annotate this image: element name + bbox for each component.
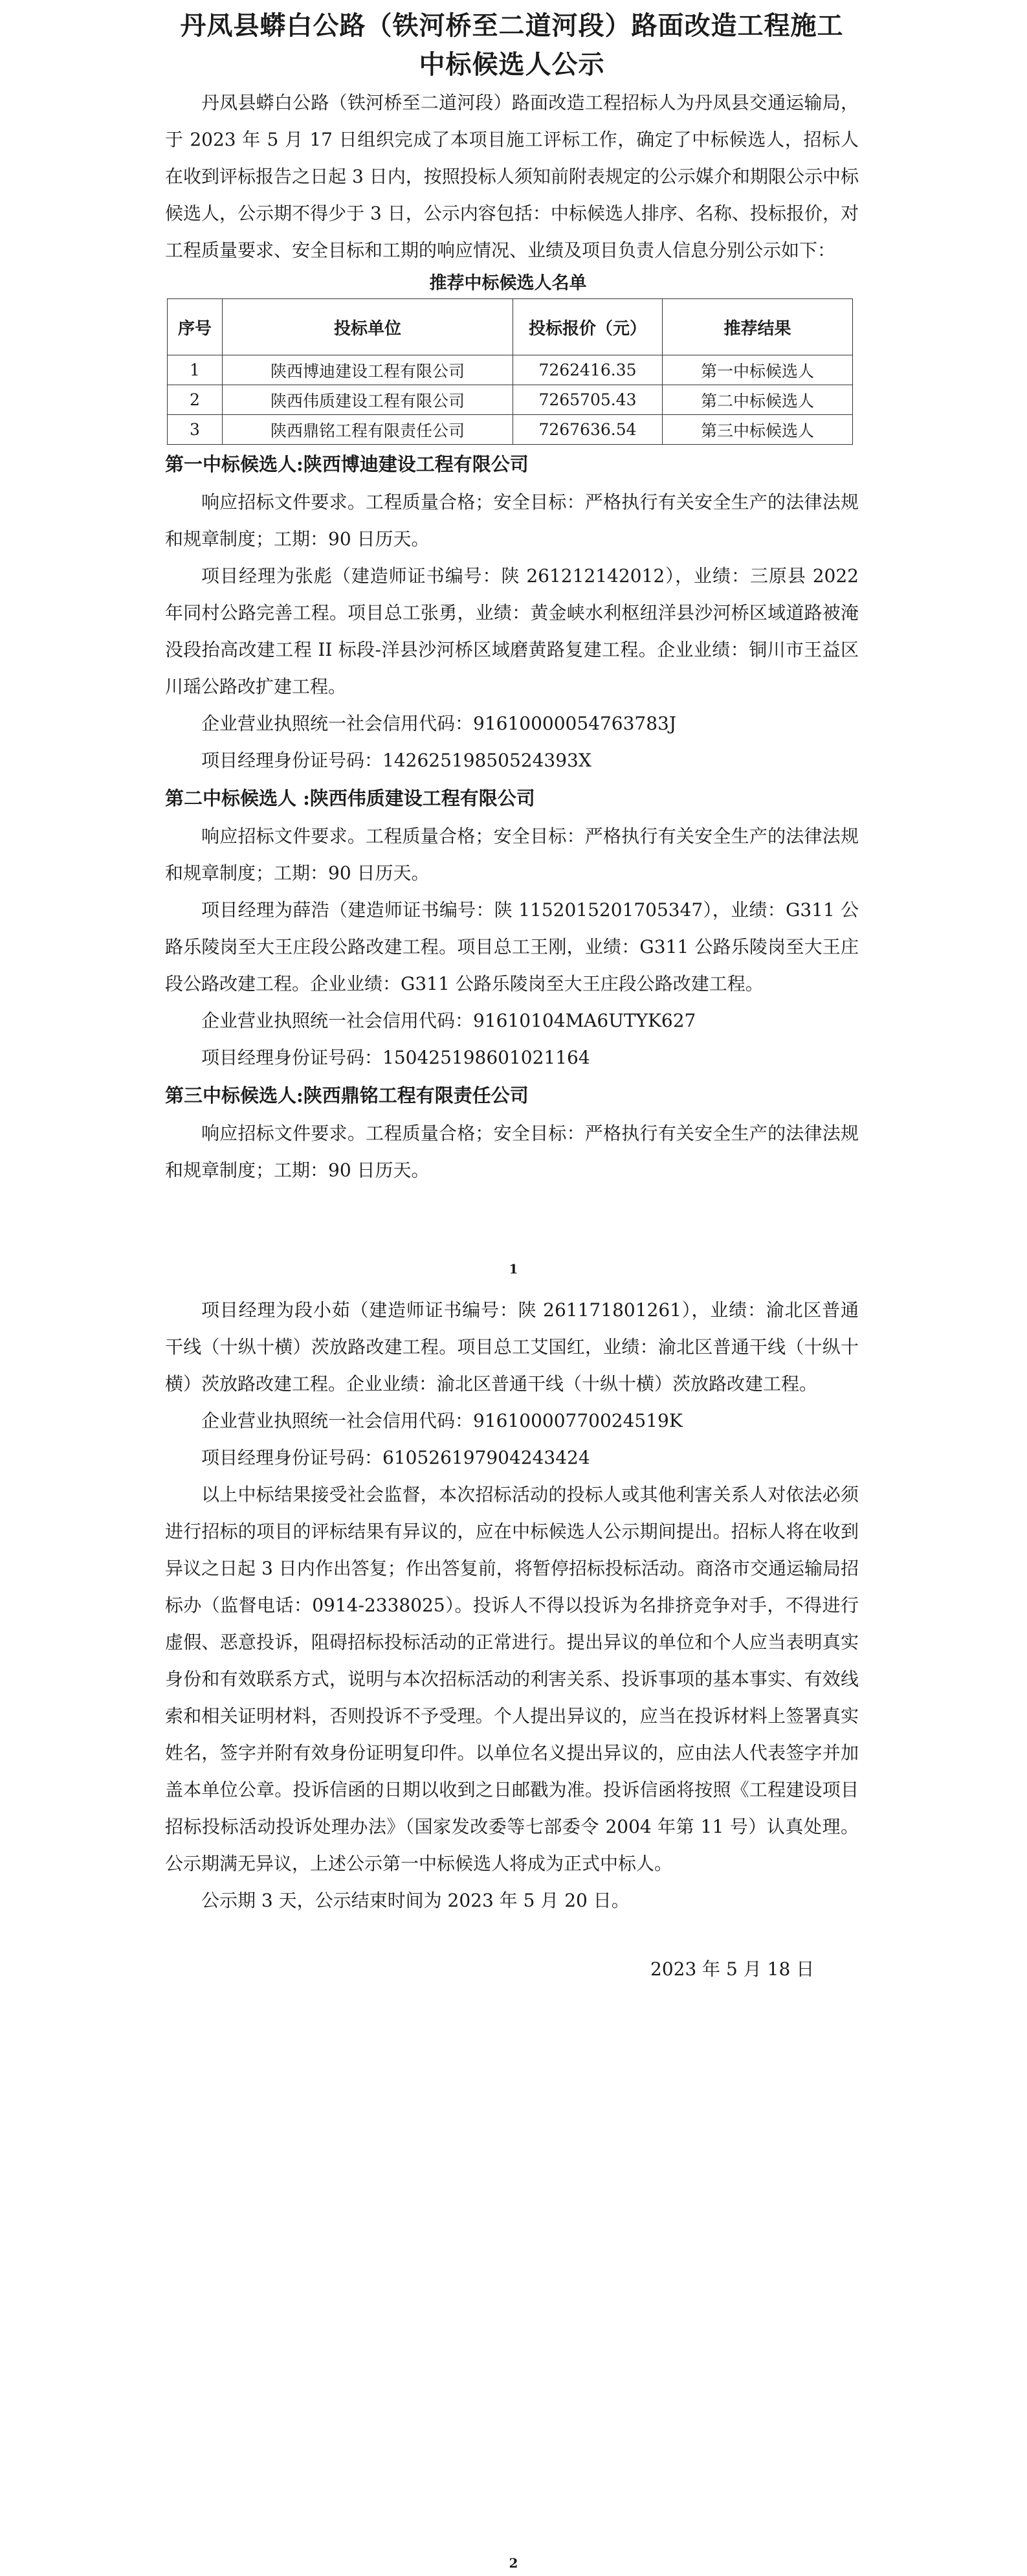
intro-paragraph: 丹凤县蟒白公路（铁河桥至二道河段）路面改造工程招标人为丹凤县交通运输局，于 2023 年 5 月 17 日组织完成了本项目施工评标工作，确定了中标候选人，招标人在收到评标报告之日起 3 日内，按照投标人须知前附表规定的公示媒介和期限公示中标候选人，公示期不得少于 3 日，公示内容包括：中标候选人排序、名称、投标报价，对工程质量要求、安全目标和工期的响应情况、业绩及项目负责人信息分别公示如下： — [165, 92, 859, 261]
candidate3-id-number: 项目经理身份证号码：610526197904243424 — [201, 1447, 590, 1468]
candidate1-id-number: 项目经理身份证号码：14262519850524393X — [201, 750, 591, 771]
page-2 — [0, 1285, 1027, 2576]
candidate1-heading: 第一中标候选人:陕西博迪建设工程有限公司 — [165, 453, 529, 475]
col-header-bidder: 投标单位 — [223, 299, 513, 355]
candidate1-manager: 项目经理为张彪（建造师证书编号：陕 261212142012），业绩：三原县 2022 年同村公路完善工程。项目总工张勇，业绩：黄金峡水利枢纽洋县沙河桥区域道路被淹没段抬高改建工程 II 标段-洋县沙河桥区域磨黄路复建工程。企业业绩：铜川市王益区川瑶公路改扩建工程。 — [165, 565, 859, 697]
cell-price: 7267636.54 — [513, 415, 663, 445]
table-row — [168, 415, 853, 445]
col-header-no: 序号 — [168, 299, 223, 355]
table-header-row — [168, 299, 853, 355]
candidate2-response: 响应招标文件要求。工程质量合格；安全目标：严格执行有关安全生产的法律法规和规章制度；工期：90 日历天。 — [165, 825, 859, 884]
cell-no: 2 — [168, 385, 223, 415]
col-header-price: 投标报价（元） — [513, 299, 663, 355]
document-title-line2: 中标候选人公示 — [419, 49, 605, 80]
cell-no: 3 — [168, 415, 223, 445]
candidate2-id-number: 项目经理身份证号码：150425198601021164 — [201, 1047, 590, 1068]
cell-price: 7262416.35 — [513, 355, 663, 385]
candidate3-response: 响应招标文件要求。工程质量合格；安全目标：严格执行有关安全生产的法律法规和规章制度；工期：90 日历天。 — [165, 1123, 859, 1181]
candidate3-manager: 项目经理为段小茹（建造师证书编号：陕 261171801261），业绩：渝北区普通干线（十纵十横）茨放路改建工程。项目总工艾国红，业绩：渝北区普通干线（十纵十横）茨放路改建工程。企业业绩：渝北区普通干线（十纵十横）茨放路改建工程。 — [165, 1299, 859, 1394]
candidate1-credit-code: 企业营业执照统一社会信用代码：91610000054763783J — [201, 713, 677, 734]
cell-price: 7265705.43 — [513, 385, 663, 415]
candidate2-heading: 第二中标候选人 :陕西伟质建设工程有限公司 — [165, 787, 535, 809]
candidate2-manager: 项目经理为薛浩（建造师证书编号：陕 1152015201705347），业绩：G311 公路乐陵岗至大王庄段公路改建工程。项目总工王刚，业绩：G311 公路乐陵岗至大王庄段公路改建工程。企业业绩：G311 公路乐陵岗至大王庄段公路改建工程。 — [165, 899, 859, 994]
cell-bidder: 陕西伟质建设工程有限公司 — [223, 385, 513, 415]
cell-bidder: 陕西博迪建设工程有限公司 — [223, 355, 513, 385]
cell-bidder: 陕西鼎铭工程有限责任公司 — [223, 415, 513, 445]
page-number-1: 1 — [509, 1261, 518, 1277]
cell-no: 1 — [168, 355, 223, 385]
candidate3-heading: 第三中标候选人:陕西鼎铭工程有限责任公司 — [165, 1084, 529, 1106]
cell-result: 第三中标候选人 — [663, 415, 853, 445]
candidate3-credit-code: 企业营业执照统一社会信用代码：91610000770024519K — [201, 1410, 683, 1431]
signature-date: 2023 年 5 月 18 日 — [650, 1958, 815, 1980]
table-caption: 推荐中标候选人名单 — [429, 273, 587, 293]
cell-result: 第一中标候选人 — [663, 355, 853, 385]
page-1 — [0, 0, 1027, 1277]
publicity-period: 公示期 3 天，公示结束时间为 2023 年 5 月 20 日。 — [201, 1890, 630, 1911]
document-title-line1: 丹凤县蟒白公路（铁河桥至二道河段）路面改造工程施工 — [180, 10, 844, 41]
candidate-table — [167, 298, 853, 445]
col-header-result: 推荐结果 — [663, 299, 853, 355]
candidate-table-block — [165, 269, 851, 445]
notice-paragraph: 以上中标结果接受社会监督，本次招标活动的投标人或其他利害关系人对依法必须进行招标的项目的评标结果有异议的，应在中标候选人公示期间提出。招标人将在收到异议之日起 3 日内作出答复；作出答复前，将暂停招标投标活动。商洛市交通运输局招标办（监督电话：0914-2338025）。投诉人不得以投诉为名排挤竞争对手，不得进行虚假、恶意投诉，阻碍招标投标活动的正常进行。提出异议的单位和个人应当表明真实身份和有效联系方式，说明与本次招标活动的利害关系、投诉事项的基本事实、有效线索和相关证明材料，否则投诉不予受理。个人提出异议的，应当在投诉材料上签署真实姓名，签字并附有效身份证明复印件。以单位名义提出异议的，应由法人代表签字并加盖本单位公章。投诉信函的日期以收到之日邮戳为准。投诉信函将按照《工程建设项目招标投标活动投诉处理办法》（国家发改委等七部委令 2004 年第 11 号）认真处理。公示期满无异议，上述公示第一中标候选人将成为正式中标人。 — [165, 1484, 859, 1874]
table-row — [168, 355, 853, 385]
page-number-2: 2 — [509, 2555, 518, 2571]
candidate1-response: 响应招标文件要求。工程质量合格；安全目标：严格执行有关安全生产的法律法规和规章制度；工期：90 日历天。 — [165, 491, 859, 550]
candidate2-credit-code: 企业营业执照统一社会信用代码：91610104MA6UTYK627 — [201, 1010, 696, 1031]
cell-result: 第二中标候选人 — [663, 385, 853, 415]
table-row — [168, 385, 853, 415]
